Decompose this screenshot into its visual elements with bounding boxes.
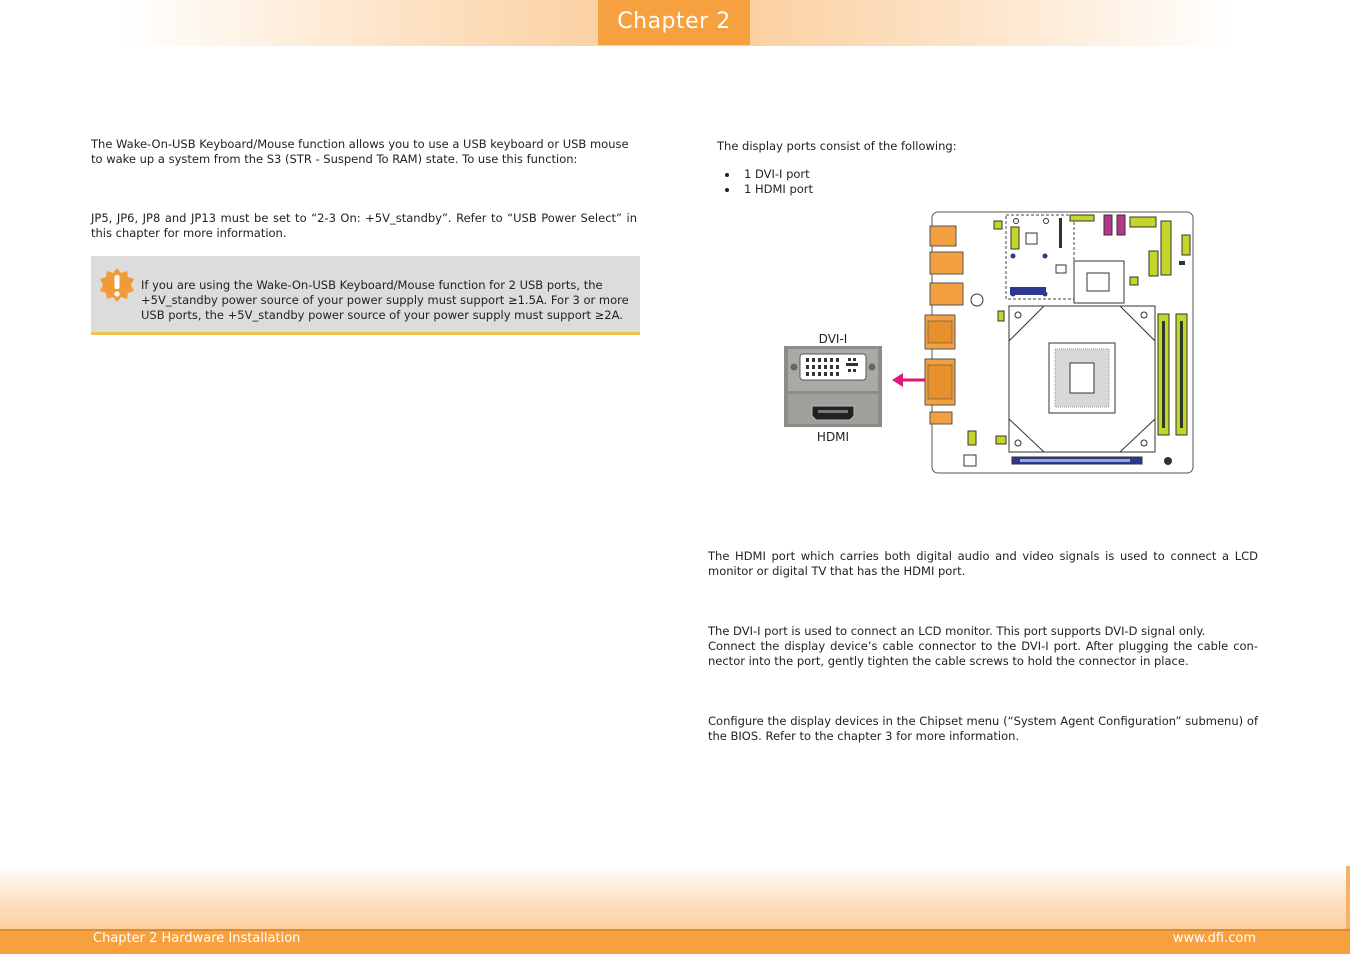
jumper-instructions: JP5, JP6, JP8 and JP13 must be set to “2-3 On: +5V_standby”. Refer to “USB Power Select” in this chapter for more information. <box>91 211 637 240</box>
display-ports-intro: The display ports consist of the following: <box>717 139 957 153</box>
footer-edge <box>1346 866 1350 929</box>
bios-description: Configure the display devices in the Chipset menu (“System Agent Configuration” submenu) of the BIOS. Refer to the chapter 3 for more information. <box>708 714 1258 743</box>
note-box <box>91 256 640 335</box>
footer-band <box>0 866 1350 930</box>
dvi-label: DVI-I <box>818 332 848 346</box>
dvi-description-2: Connect the display device’s cable connector to the DVI-I port. After plugging the cable con-nector into the port, gently tighten the cable screws to hold the connector in place. <box>708 639 1258 668</box>
hdmi-description: The HDMI port which carries both digital audio and video signals is used to connect a LCD monitor or digital TV that has the HDMI port. <box>708 549 1258 578</box>
dvi-description-1: The DVI-I port is used to connect an LCD monitor. This port supports DVI-D signal only. <box>708 624 1206 638</box>
wake-usb-intro: The Wake-On-USB Keyboard/Mouse function allows you to use a USB keyboard or USB mouse to wake up a system from the S3 (STR - Suspend To RAM) state. To use this function: <box>91 137 629 166</box>
list-item: • 1 HDMI port <box>739 182 813 197</box>
motherboard-diagram <box>924 211 1196 475</box>
chapter-tab: Chapter 2 <box>598 0 750 45</box>
ports-photo <box>784 346 882 427</box>
ports-list <box>725 167 813 197</box>
hdmi-label: HDMI <box>816 430 850 444</box>
footer-chapter-title: Chapter 2 Hardware Installation <box>93 931 301 946</box>
footer-website-link[interactable]: www.dfi.com <box>1172 931 1256 946</box>
note-text: If you are using the Wake-On-USB Keyboard/Mouse function for 2 USB ports, the +5V_standby power source of your power supply must support ≥1.5A. For 3 or more USB ports, the +5V_standby power source of your power supply must support ≥2A. <box>141 278 629 322</box>
list-item: • 1 DVI-I port <box>739 167 813 182</box>
warning-icon <box>99 267 135 303</box>
